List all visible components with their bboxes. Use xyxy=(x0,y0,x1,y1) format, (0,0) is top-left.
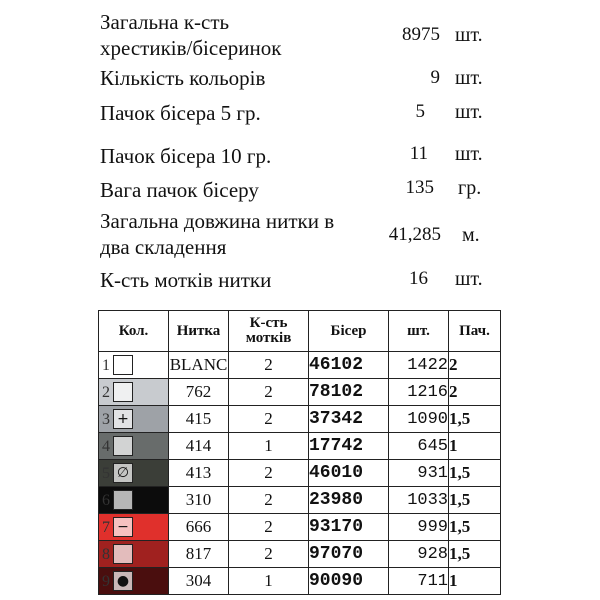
swatch-symbol xyxy=(113,382,133,402)
color-swatch xyxy=(99,433,169,460)
swatch-number: 9 xyxy=(102,573,110,590)
summary-label-weight: Вага пачок бісеру xyxy=(100,178,259,202)
bead-code: 23980 xyxy=(309,487,389,514)
thread-code: 414 xyxy=(169,433,229,460)
swatch-symbol: ● xyxy=(113,571,133,591)
swatch-number: 5 xyxy=(102,465,110,482)
table-body xyxy=(99,352,501,595)
skein-count: 1 xyxy=(229,568,309,595)
bead-code: 90090 xyxy=(309,568,389,595)
swatch-symbol xyxy=(113,436,133,456)
bead-code: 37342 xyxy=(309,406,389,433)
pack-count: 1,5 xyxy=(449,406,501,433)
header-skeins: К-сть мотків xyxy=(229,311,309,352)
pack-count: 2 xyxy=(449,379,501,406)
bead-code: 93170 xyxy=(309,514,389,541)
skein-count: 2 xyxy=(229,514,309,541)
summary-value-length: 41,285 xyxy=(388,224,441,245)
color-swatch xyxy=(99,352,169,379)
thread-code: 666 xyxy=(169,514,229,541)
swatch-symbol xyxy=(113,490,133,510)
table-row xyxy=(99,541,501,568)
thread-code: BLANC xyxy=(169,352,229,379)
summary-unit-length: м. xyxy=(462,224,480,246)
pack-count: 1 xyxy=(449,568,501,595)
skein-count: 2 xyxy=(229,352,309,379)
pack-count: 1,5 xyxy=(449,514,501,541)
color-swatch xyxy=(99,379,169,406)
skein-count: 2 xyxy=(229,379,309,406)
header-thread: Нитка xyxy=(169,311,229,352)
skein-count: 2 xyxy=(229,541,309,568)
summary-unit-total: шт. xyxy=(455,24,483,46)
table-row xyxy=(99,568,501,595)
color-swatch xyxy=(99,541,169,568)
thread-code: 415 xyxy=(169,406,229,433)
table-row xyxy=(99,460,501,487)
skein-count: 1 xyxy=(229,433,309,460)
bead-code: 78102 xyxy=(309,379,389,406)
swatch-symbol xyxy=(113,355,133,375)
piece-count: 1216 xyxy=(389,379,449,406)
header-bead: Бісер xyxy=(309,311,389,352)
table-row xyxy=(99,487,501,514)
header-packs: Пач. xyxy=(449,311,501,352)
summary-value-skeins: 16 xyxy=(409,268,428,289)
color-swatch xyxy=(99,406,169,433)
swatch-symbol: + xyxy=(113,409,133,429)
skein-count: 2 xyxy=(229,487,309,514)
header-pcs: шт. xyxy=(389,311,449,352)
summary-value-weight: 135 xyxy=(405,177,434,198)
thread-code: 413 xyxy=(169,460,229,487)
bead-code: 46102 xyxy=(309,352,389,379)
summary-label-skeins: К-сть мотків нитки xyxy=(100,268,272,292)
color-swatch xyxy=(99,460,169,487)
table-header-row xyxy=(99,311,501,352)
thread-code: 304 xyxy=(169,568,229,595)
piece-count: 1090 xyxy=(389,406,449,433)
piece-count: 1422 xyxy=(389,352,449,379)
thread-code: 817 xyxy=(169,541,229,568)
summary-unit-packs10: шт. xyxy=(455,143,483,165)
thread-code: 762 xyxy=(169,379,229,406)
swatch-symbol: − xyxy=(113,517,133,537)
summary-label-total: Загальна к-сть хрестиків/бісеринок xyxy=(100,10,282,60)
summary-unit-packs5: шт. xyxy=(455,101,483,123)
color-table xyxy=(98,310,501,595)
summary-value-packs5: 5 xyxy=(415,101,425,122)
table-row xyxy=(99,352,501,379)
summary-unit-colors: шт. xyxy=(455,67,483,89)
swatch-number: 2 xyxy=(102,384,110,401)
pack-count: 1,5 xyxy=(449,487,501,514)
summary-value-colors: 9 xyxy=(430,67,440,88)
summary-label-length: Загальна довжина нитки в два складення xyxy=(100,209,335,259)
summary-label-colors: Кількість кольорів xyxy=(100,66,266,90)
header-color: Кол. xyxy=(99,311,169,352)
thread-code: 310 xyxy=(169,487,229,514)
pack-count: 2 xyxy=(449,352,501,379)
piece-count: 1033 xyxy=(389,487,449,514)
summary-value-total: 8975 xyxy=(402,24,440,45)
summary-value-packs10: 11 xyxy=(409,143,428,164)
piece-count: 999 xyxy=(389,514,449,541)
table-row xyxy=(99,379,501,406)
bead-code: 46010 xyxy=(309,460,389,487)
summary-unit-weight: гр. xyxy=(458,177,482,199)
pack-count: 1 xyxy=(449,433,501,460)
table-row xyxy=(99,514,501,541)
swatch-number: 7 xyxy=(102,519,110,536)
skein-count: 2 xyxy=(229,460,309,487)
swatch-number: 4 xyxy=(102,438,110,455)
table-row xyxy=(99,433,501,460)
summary-label-packs10: Пачок бісера 10 гр. xyxy=(100,144,272,168)
color-swatch xyxy=(99,487,169,514)
piece-count: 645 xyxy=(389,433,449,460)
piece-count: 711 xyxy=(389,568,449,595)
table-row xyxy=(99,406,501,433)
color-swatch xyxy=(99,514,169,541)
swatch-symbol xyxy=(113,544,133,564)
bead-code: 97070 xyxy=(309,541,389,568)
summary-label-packs5: Пачок бісера 5 гр. xyxy=(100,101,261,125)
swatch-number: 1 xyxy=(102,357,110,374)
summary-unit-skeins: шт. xyxy=(455,268,483,290)
color-swatch xyxy=(99,568,169,595)
skein-count: 2 xyxy=(229,406,309,433)
pack-count: 1,5 xyxy=(449,541,501,568)
pack-count: 1,5 xyxy=(449,460,501,487)
swatch-number: 8 xyxy=(102,546,110,563)
swatch-symbol: ∅ xyxy=(113,463,133,483)
swatch-number: 3 xyxy=(102,411,110,428)
piece-count: 928 xyxy=(389,541,449,568)
piece-count: 931 xyxy=(389,460,449,487)
swatch-number: 6 xyxy=(102,492,110,509)
bead-code: 17742 xyxy=(309,433,389,460)
